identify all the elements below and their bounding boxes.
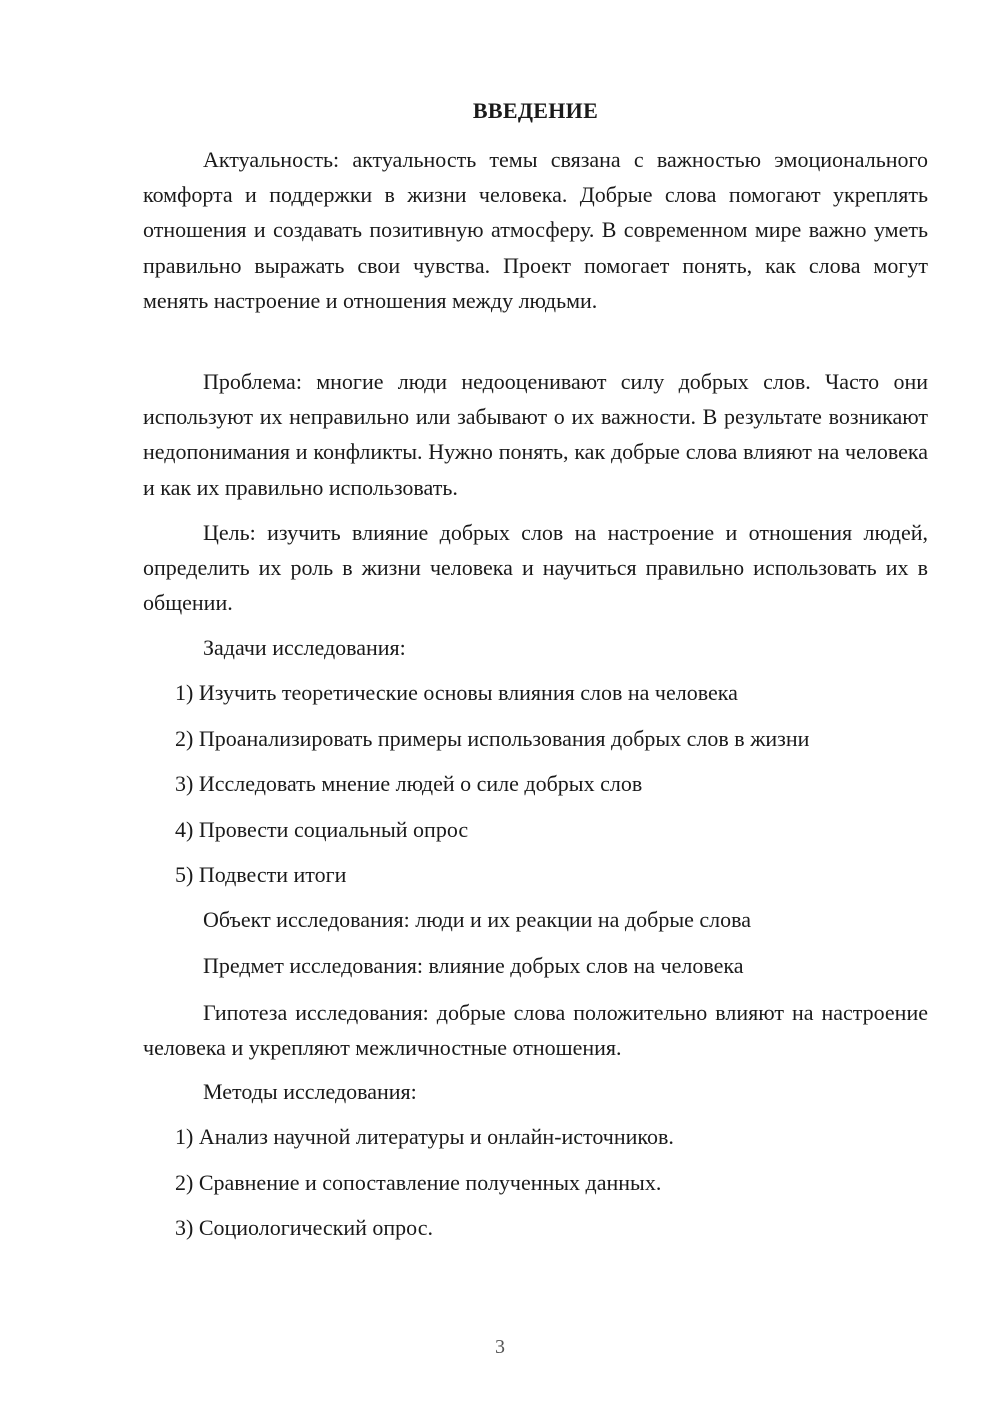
hypothesis-paragraph: Гипотеза исследования: добрые слова положительно влияют на настроение человека и укрепляют межличностные отношения. — [143, 1000, 928, 1061]
research-object: Объект исследования: люди и их реакции на добрые слова — [203, 907, 751, 932]
section-heading: ВВЕДЕНИЕ — [472, 98, 599, 123]
methods-title: Методы исследования: — [203, 1079, 417, 1104]
method-item: 3) Социологический опрос. — [175, 1215, 433, 1240]
task-item: 3) Исследовать мнение людей о силе добрых слов — [175, 771, 643, 796]
method-item: 1) Анализ научной литературы и онлайн-источников. — [175, 1124, 674, 1149]
task-item: 2) Проанализировать примеры использования добрых слов в жизни — [175, 726, 810, 751]
task-item: 1) Изучить теоретические основы влияния слов на человека — [175, 680, 738, 705]
tasks-title: Задачи исследования: — [203, 635, 406, 660]
page-number: 3 — [495, 1336, 505, 1358]
task-item: 5) Подвести итоги — [175, 862, 347, 887]
research-subject: Предмет исследования: влияние добрых слов на человека — [203, 953, 744, 978]
relevance-paragraph: Актуальность: актуальность темы связана с важностью эмоционального комфорта и поддержки в жизни человека. Добрые слова помогают укреплять отношения и создавать позитивную атмосферу. В современном мире важно уметь правильно выражать свои чувства. Проект помогает понять, как слова могут менять настроение и отношения между людьми. — [143, 147, 928, 313]
problem-paragraph: Проблема: многие люди недооценивают силу добрых слов. Часто они используют их неправильно или забывают о их важности. В результате возникают недопонимания и конфликты. Нужно понять, как добрые слова влияют на человека и как их правильно использовать. — [143, 369, 928, 500]
method-item: 2) Сравнение и сопоставление полученных данных. — [175, 1170, 662, 1195]
task-item: 4) Провести социальный опрос — [175, 817, 469, 842]
goal-paragraph: Цель: изучить влияние добрых слов на настроение и отношения людей, определить их роль в жизни человека и научиться правильно использовать их в общении. — [143, 520, 928, 616]
